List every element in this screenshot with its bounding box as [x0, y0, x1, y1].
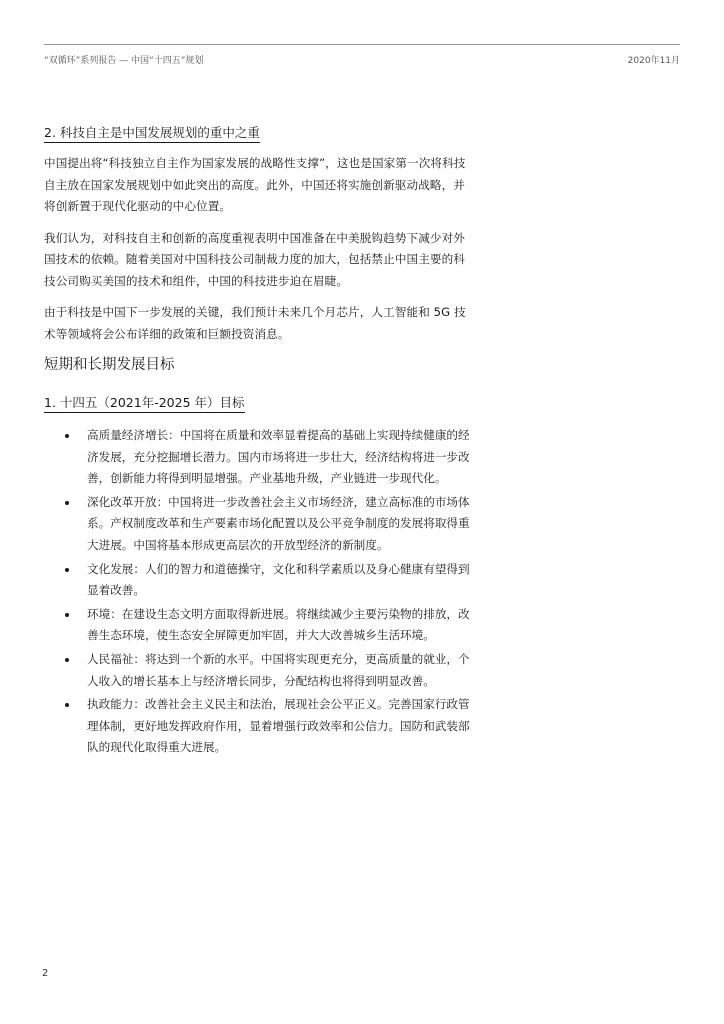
list-item: [44, 559, 474, 602]
page-number: 2: [42, 968, 49, 979]
list-item: [44, 604, 474, 647]
list-item-text: 高质量经济增长：中国将在质量和效率显着提高的基础上实现持续健康的经济发展，充分挖掘增长潜力。国内市场将进一步壮大，经济结构将进一步改善，创新能力将得到明显增强。产业基地升级，产业链进一步现代化。: [87, 428, 470, 486]
list-item-text: 文化发展：人们的智力和道德操守，文化和科学素质以及身心健康有望得到显着改善。: [87, 561, 470, 598]
bullet-icon: [65, 568, 69, 572]
section-heading-14th-plan: 1. 十四五（2021年-2025 年）目标: [44, 394, 245, 413]
list-item-text: 深化改革开放：中国将进一步改善社会主义市场经济，建立高标准的市场体系。产权制度改革和生产要素市场化配置以及公平竞争制度的发展将取得重大进展。中国将基本形成更高层次的开放型经济的新制度。: [87, 494, 470, 552]
page-body: [44, 122, 474, 761]
bullet-icon: [65, 658, 69, 662]
paragraph: 中国提出将“科技独立自主作为国家发展的战略性支撑”，这也是国家第一次将科技自主放在国家发展规划中如此突出的高度。此外，中国还将实施创新驱动战略，并将创新置于现代化驱动的中心位置。: [44, 156, 466, 213]
bullet-icon: [65, 703, 69, 707]
section-title-goals: 短期和长期发展目标: [44, 357, 175, 373]
list-item: [44, 425, 474, 490]
bullet-icon: [65, 434, 69, 438]
bullet-icon: [65, 613, 69, 617]
section-heading-tech-self-reliance: 2. 科技自主是中国发展规划的重中之重: [44, 124, 260, 143]
goals-list: [44, 425, 474, 759]
list-item-text: 执政能力：改善社会主义民主和法治，展现社会公平正义。完善国家行政管理体制，更好地发挥政府作用，显着增强行政效率和公信力。国防和武装部队的现代化取得重大进展。: [87, 697, 470, 755]
report-date: 2020年11月: [627, 56, 680, 66]
bullet-icon: [65, 501, 69, 505]
page-header: [44, 44, 680, 67]
list-item-text: 人民福祉：将达到一个新的水平。中国将实现更充分，更高质量的就业，个人收入的增长基本上与经济增长同步，分配结构也将得到明显改善。: [87, 651, 470, 688]
list-item: [44, 694, 474, 759]
list-item: [44, 492, 474, 557]
list-item-text: 环境：在建设生态文明方面取得新进展。将继续减少主要污染物的排放，改善生态环境，使生态安全屏障更加牢固，并大大改善城乡生活环境。: [87, 606, 470, 643]
report-series-title: “双循环”系列报告 — 中国“十四五”规划: [44, 56, 204, 66]
paragraph: 由于科技是中国下一步发展的关键，我们预计未来几个月芯片，人工智能和 5G 技术等领域将会公布详细的政策和巨额投资消息。: [44, 305, 466, 341]
list-item: [44, 649, 474, 692]
paragraph: 我们认为，对科技自主和创新的高度重视表明中国准备在中美脱钩趋势下减少对外国技术的依赖。随着美国对中国科技公司制裁力度的加大，包括禁止中国主要的科技公司购买美国的技术和组件，中国的科技进步迫在眉睫。: [44, 230, 465, 288]
